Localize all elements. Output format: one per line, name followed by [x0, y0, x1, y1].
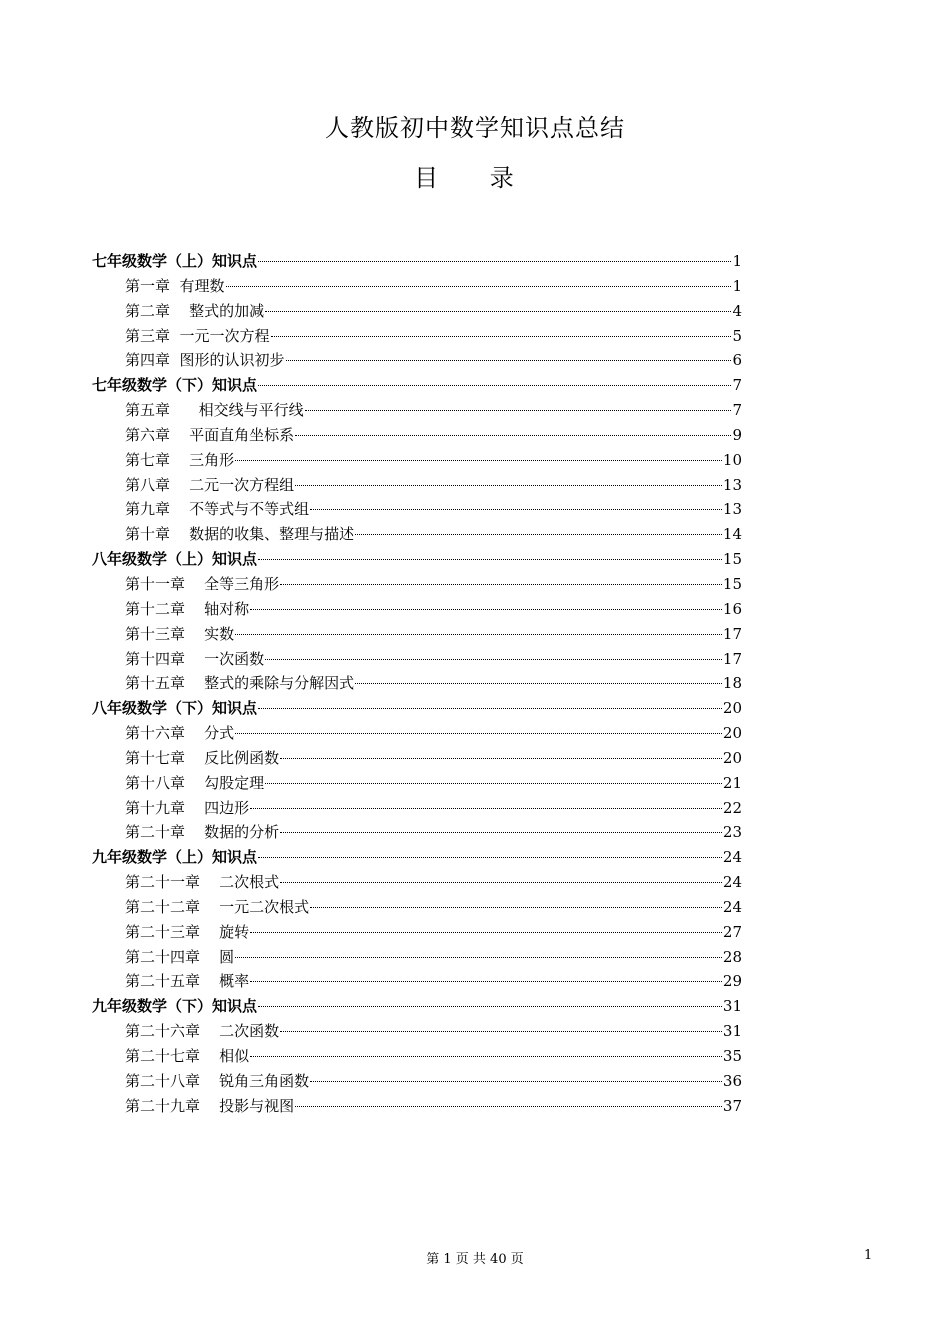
- toc-chapter-entry[interactable]: [92, 1044, 742, 1069]
- toc-page-number: 22: [722, 798, 742, 817]
- toc-chapter-entry[interactable]: [92, 796, 742, 821]
- page-number: 1: [864, 1248, 873, 1263]
- toc-chapter-entry[interactable]: [92, 572, 742, 597]
- toc-entry-label: 第十七章 反比例函数: [125, 748, 280, 767]
- toc-chapter-entry[interactable]: [92, 969, 742, 994]
- toc-entry-label: 第十章 数据的收集、整理与描述: [125, 525, 355, 544]
- dot-leader: [310, 907, 722, 908]
- toc-page-number: 15: [722, 550, 742, 569]
- toc-entry-label: 第二十七章 相似: [125, 1047, 250, 1065]
- toc-part-entry[interactable]: [92, 696, 742, 721]
- toc-entry-label: 第二十四章 圆: [125, 947, 235, 966]
- toc-chapter-entry[interactable]: [92, 1069, 742, 1094]
- toc-chapter-entry[interactable]: [92, 870, 742, 895]
- toc-entry-label: 第十六章 分式: [125, 724, 235, 743]
- toc-page-number: 24: [722, 848, 742, 867]
- toc-chapter-entry[interactable]: [92, 820, 742, 845]
- dot-leader: [250, 932, 722, 933]
- toc-entry-label: 第二十章 数据的分析: [125, 823, 280, 842]
- dot-leader: [305, 410, 732, 411]
- dot-leader: [310, 509, 722, 510]
- toc-entry-label: 第十五章 整式的乘除与分解因式: [125, 674, 355, 693]
- toc-chapter-entry[interactable]: [92, 771, 742, 796]
- toc-entry-label: 第四章 图形的认识初步: [125, 351, 285, 370]
- toc-page-number: 7: [732, 376, 742, 395]
- dot-leader: [265, 311, 731, 312]
- toc-part-entry[interactable]: [92, 994, 742, 1019]
- toc-entry-label: 第一章 有理数: [125, 276, 225, 295]
- dot-leader: [235, 957, 722, 958]
- toc-entry-label: 七年级数学（下）知识点: [92, 376, 258, 395]
- toc-page-number: 36: [722, 1071, 742, 1090]
- toc-entry-label: 八年级数学（下）知识点: [92, 699, 258, 718]
- toc-page-number: 31: [722, 1022, 742, 1041]
- toc-chapter-entry[interactable]: [92, 597, 742, 622]
- dot-leader: [295, 1106, 722, 1107]
- toc-page-number: 35: [722, 1047, 742, 1065]
- toc-page-number: 7: [732, 401, 742, 420]
- toc-chapter-entry[interactable]: [92, 473, 742, 498]
- toc-entry-label: 第十九章 四边形: [125, 798, 250, 817]
- toc-chapter-entry[interactable]: [92, 671, 742, 696]
- toc-page-number: 4: [732, 301, 742, 320]
- toc-heading: 目 录: [414, 164, 536, 192]
- toc-entry-label: 第十四章 一次函数: [125, 649, 265, 668]
- toc-page-number: 29: [722, 972, 742, 991]
- dot-leader: [295, 435, 731, 436]
- toc-chapter-entry[interactable]: [92, 497, 742, 522]
- toc-chapter-entry[interactable]: [92, 622, 742, 647]
- dot-leader: [226, 286, 732, 287]
- toc-entry-label: 第二十六章 二次函数: [125, 1022, 280, 1041]
- toc-chapter-entry[interactable]: [92, 721, 742, 746]
- toc-entry-label: 第十三章 实数: [125, 624, 235, 643]
- toc-page-number: 37: [722, 1096, 742, 1115]
- toc-chapter-entry[interactable]: [92, 1019, 742, 1044]
- dot-leader: [310, 1081, 722, 1082]
- dot-leader: [355, 683, 722, 684]
- toc-chapter-entry[interactable]: [92, 299, 742, 324]
- toc-page-number: 13: [722, 500, 742, 519]
- dot-leader: [280, 832, 722, 833]
- toc-page-number: 6: [732, 351, 742, 370]
- toc-chapter-entry[interactable]: [92, 920, 742, 945]
- dot-leader: [271, 336, 732, 337]
- toc-entry-label: 第二十八章 锐角三角函数: [125, 1071, 310, 1090]
- toc-chapter-entry[interactable]: [92, 746, 742, 771]
- toc-entry-label: 九年级数学（上）知识点: [92, 848, 258, 867]
- toc-page-number: 23: [722, 823, 742, 842]
- toc-page-number: 16: [722, 599, 742, 618]
- toc-chapter-entry[interactable]: [92, 324, 742, 349]
- toc-entry-label: 第二十一章 二次根式: [125, 873, 280, 892]
- dot-leader: [250, 1056, 722, 1057]
- toc-page-number: 21: [722, 773, 742, 792]
- toc-entry-label: 第二十二章 一元二次根式: [125, 897, 310, 916]
- toc-page-number: 20: [722, 724, 742, 743]
- toc-entry-label: 第三章 一元一次方程: [125, 326, 270, 345]
- toc-entry-label: 八年级数学（上）知识点: [92, 550, 258, 569]
- toc-page-number: 9: [732, 425, 742, 444]
- toc-page-number: 20: [722, 699, 742, 718]
- toc-chapter-entry[interactable]: [92, 647, 742, 672]
- toc-page-number: 28: [722, 947, 742, 966]
- toc-page-number: 24: [722, 897, 742, 916]
- toc-chapter-entry[interactable]: [92, 1094, 742, 1119]
- toc-chapter-entry[interactable]: [92, 348, 742, 373]
- toc-page-number: 15: [722, 574, 742, 593]
- page-footer: 第 1 页 共 40 页: [426, 1252, 524, 1267]
- toc-entry-label: 第二十五章 概率: [125, 972, 250, 991]
- toc-page-number: 24: [722, 873, 742, 892]
- dot-leader: [258, 559, 722, 560]
- dot-leader: [295, 485, 722, 486]
- toc-page-number: 1: [732, 276, 742, 295]
- dot-leader: [250, 609, 722, 610]
- dot-leader: [286, 360, 732, 361]
- toc-entry-label: 第十八章 勾股定理: [125, 773, 265, 792]
- dot-leader: [280, 758, 722, 759]
- toc-entry-label: 第十一章 全等三角形: [125, 574, 280, 593]
- toc-chapter-entry[interactable]: [92, 522, 742, 547]
- dot-leader: [250, 981, 722, 982]
- toc-page-number: 5: [732, 326, 742, 345]
- toc-entry-label: 第六章 平面直角坐标系: [125, 425, 295, 444]
- toc-page-number: 17: [722, 624, 742, 643]
- toc-chapter-entry[interactable]: [92, 895, 742, 920]
- toc-page-number: 10: [722, 450, 742, 469]
- dot-leader: [250, 808, 722, 809]
- toc-entry-label: 第十二章 轴对称: [125, 599, 250, 618]
- toc-page-number: 27: [722, 922, 742, 941]
- dot-leader: [258, 385, 731, 386]
- toc-page-number: 14: [722, 525, 742, 544]
- dot-leader: [235, 733, 722, 734]
- toc-entry-label: 第七章 三角形: [125, 450, 235, 469]
- dot-leader: [265, 783, 722, 784]
- table-of-contents: [92, 249, 742, 1119]
- toc-part-entry[interactable]: [92, 547, 742, 572]
- toc-entry-label: 九年级数学（下）知识点: [92, 997, 258, 1016]
- dot-leader: [265, 659, 722, 660]
- dot-leader: [280, 584, 722, 585]
- toc-entry-label: 七年级数学（上）知识点: [92, 252, 258, 270]
- dot-leader: [235, 634, 722, 635]
- toc-part-entry[interactable]: [92, 373, 742, 398]
- dot-leader: [258, 261, 731, 262]
- toc-page-number: 20: [722, 748, 742, 767]
- dot-leader: [355, 534, 722, 535]
- toc-entry-label: 第二十九章 投影与视图: [125, 1096, 295, 1115]
- toc-entry-label: 第九章 不等式与不等式组: [125, 500, 310, 519]
- toc-chapter-entry[interactable]: [92, 945, 742, 970]
- toc-chapter-entry[interactable]: [92, 398, 742, 423]
- toc-chapter-entry[interactable]: [92, 274, 742, 299]
- toc-entry-label: 第二章 整式的加减: [125, 301, 265, 320]
- toc-page-number: 1: [732, 252, 742, 270]
- toc-entry-label: 第五章 相交线与平行线: [125, 401, 304, 420]
- toc-chapter-entry[interactable]: [92, 448, 742, 473]
- toc-part-entry[interactable]: [92, 249, 742, 274]
- toc-page-number: 13: [722, 475, 742, 494]
- document-title: 人教版初中数学知识点总结: [325, 114, 625, 142]
- toc-part-entry[interactable]: [92, 845, 742, 870]
- toc-page-number: 31: [722, 997, 742, 1016]
- toc-page-number: 18: [722, 674, 742, 693]
- toc-entry-label: 第二十三章 旋转: [125, 922, 250, 941]
- toc-entry-label: 第八章 二元一次方程组: [125, 475, 295, 494]
- dot-leader: [235, 460, 722, 461]
- dot-leader: [258, 857, 722, 858]
- dot-leader: [280, 1031, 722, 1032]
- toc-page-number: 17: [722, 649, 742, 668]
- dot-leader: [258, 708, 722, 709]
- dot-leader: [258, 1006, 722, 1007]
- toc-chapter-entry[interactable]: [92, 423, 742, 448]
- dot-leader: [280, 882, 722, 883]
